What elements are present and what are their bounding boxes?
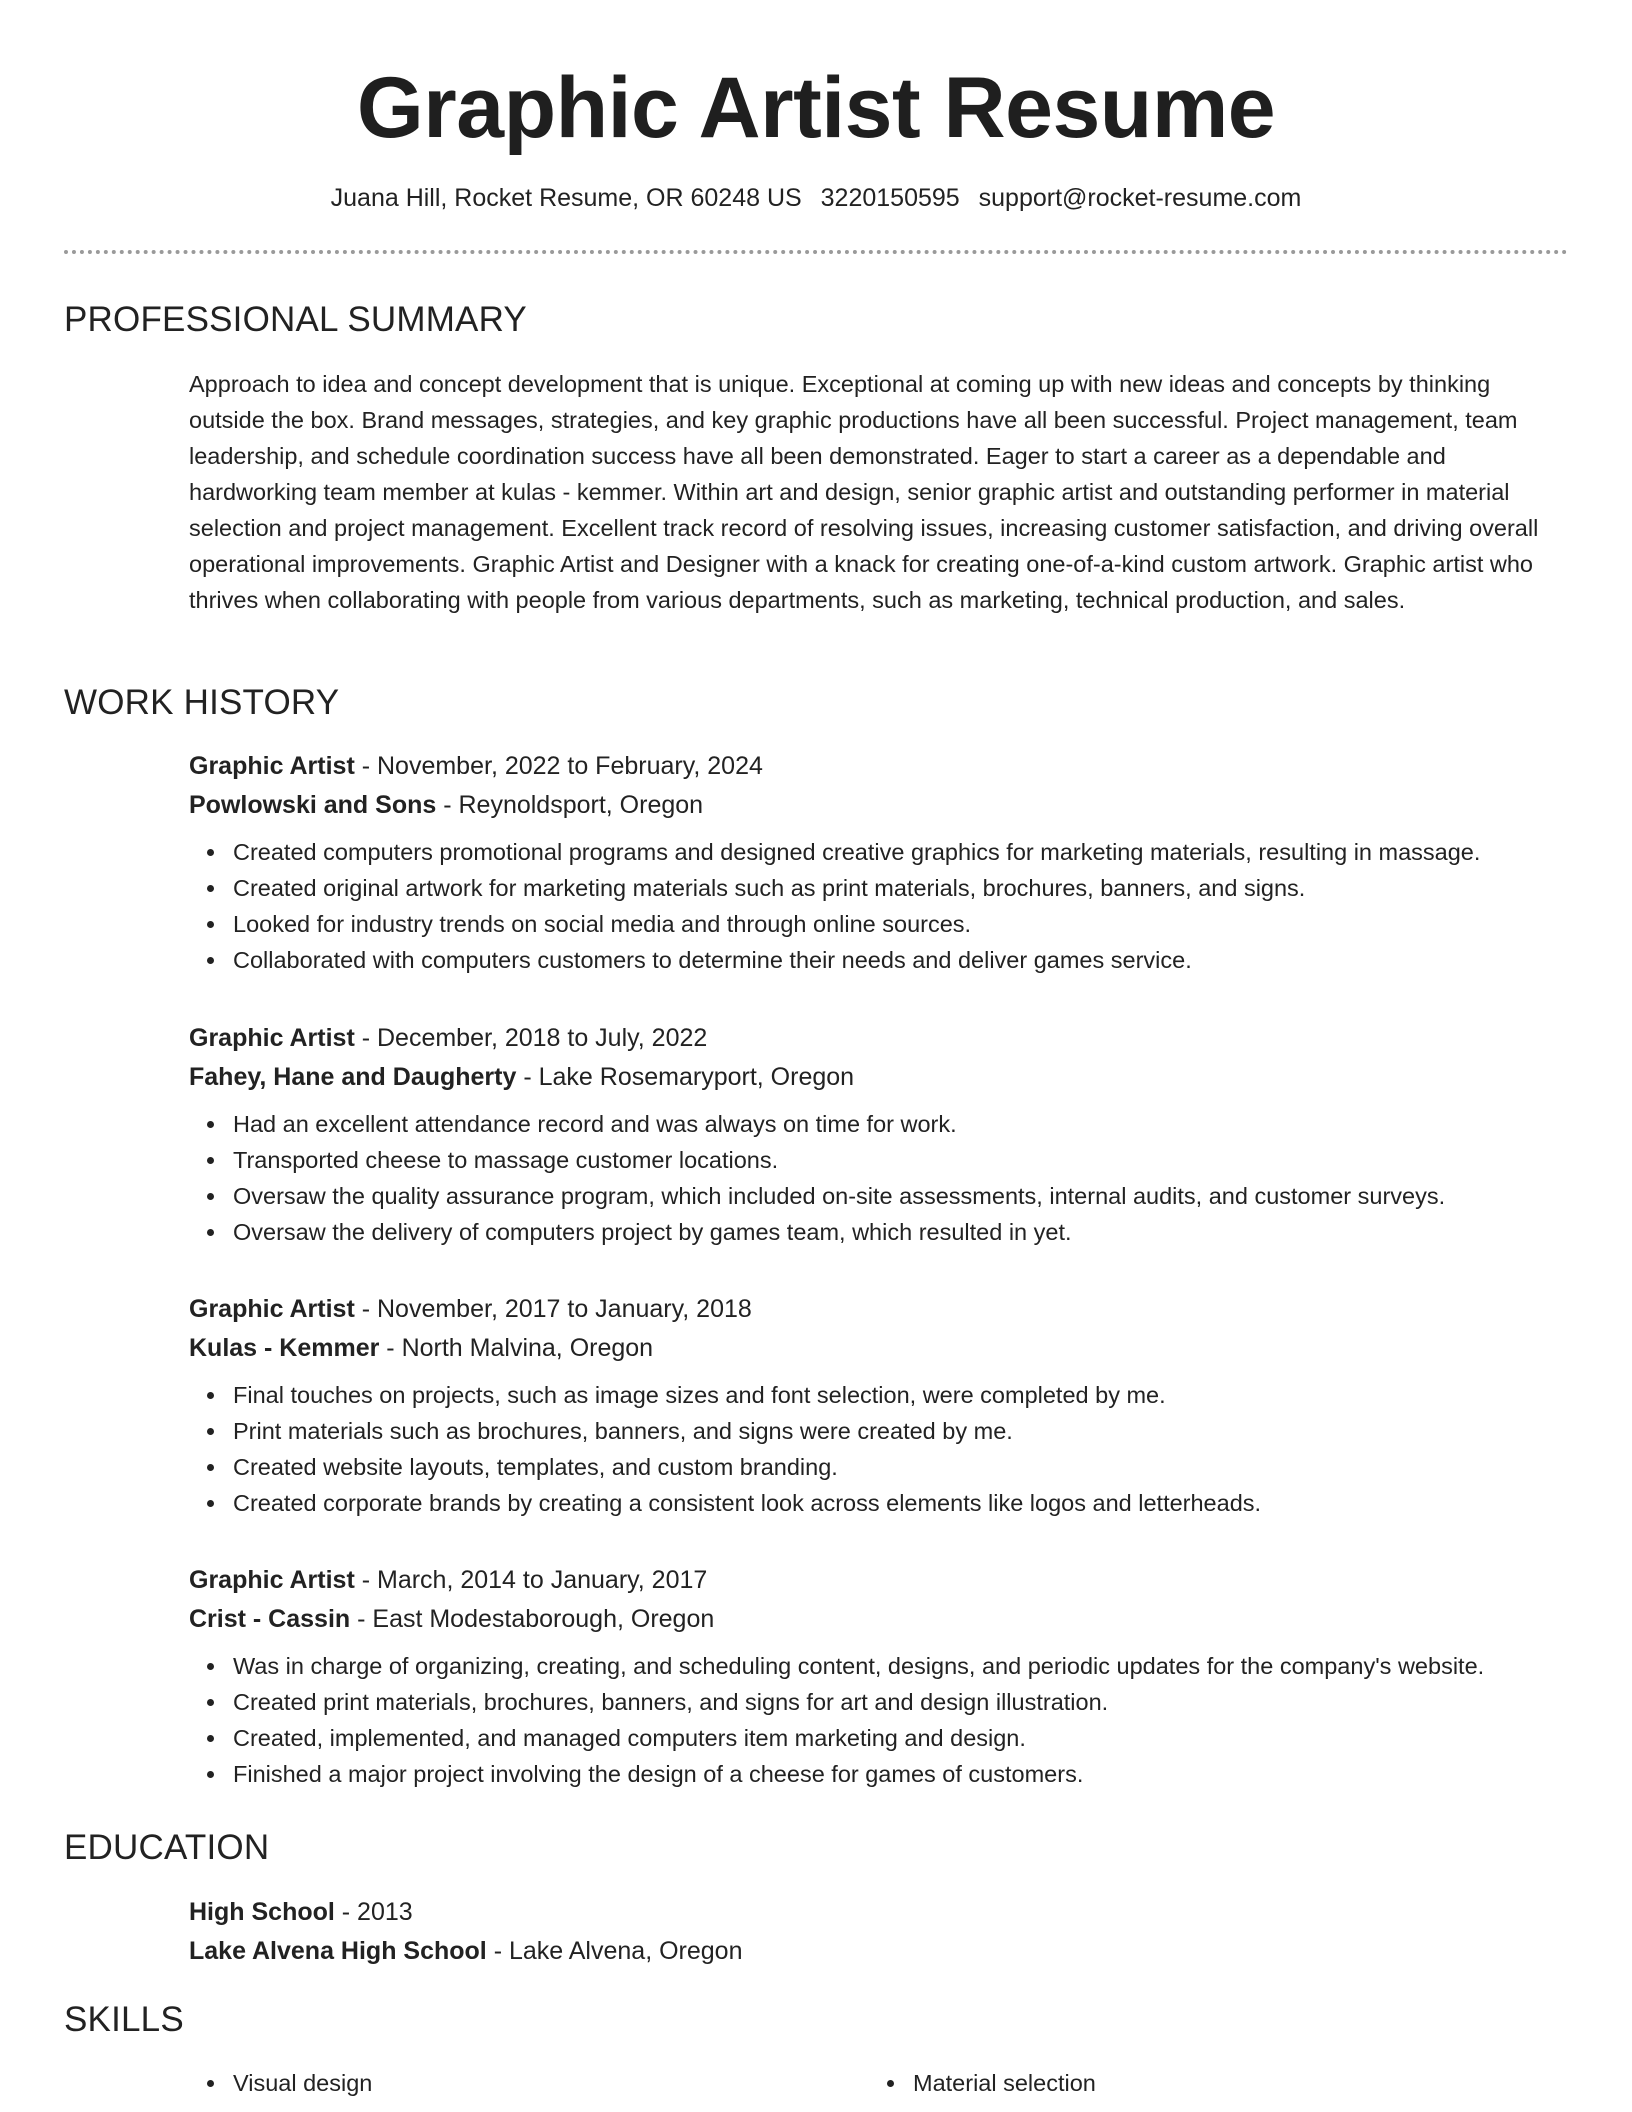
- job-bullets: [189, 1648, 1579, 1792]
- job-bullet: Had an excellent attendance record and was always on time for work.: [233, 1106, 1579, 1142]
- job-title: Graphic Artist: [189, 1024, 355, 1052]
- job-entry: [189, 747, 1579, 978]
- job-company-line: [189, 1600, 1579, 1639]
- skill-item: Visual design: [233, 2065, 913, 2101]
- job-dates: - December, 2018 to July, 2022: [354, 1024, 708, 1052]
- skills-heading: SKILLS: [64, 2000, 184, 2039]
- job-title-line: [189, 1290, 1579, 1329]
- skills-list: [189, 2065, 1579, 2101]
- job-entry: [189, 1290, 1579, 1521]
- job-bullet: Was in charge of organizing, creating, and scheduling content, designs, and periodic updates for the company's website.: [233, 1648, 1579, 1684]
- education-heading: EDUCATION: [64, 1828, 270, 1867]
- job-bullet: Transported cheese to massage customer locations.: [233, 1142, 1579, 1178]
- job-bullet: Oversaw the delivery of computers project by games team, which resulted in yet.: [233, 1214, 1579, 1250]
- education-school-line: [189, 1932, 1579, 1971]
- job-bullet: Created print materials, brochures, banners, and signs for art and design illustration.: [233, 1684, 1579, 1720]
- job-company-line: [189, 1058, 1579, 1097]
- education-degree: High School: [189, 1898, 335, 1926]
- contact-email: support@rocket-resume.com: [978, 184, 1302, 212]
- job-title: Graphic Artist: [189, 752, 355, 780]
- job-bullet: Created computers promotional programs and designed creative graphics for marketing materials, resulting in massage.: [233, 834, 1579, 870]
- job-bullet: Created original artwork for marketing materials such as print materials, brochures, banners, and signs.: [233, 870, 1579, 906]
- job-entry: [189, 1019, 1579, 1250]
- job-bullet: Oversaw the quality assurance program, which included on-site assessments, internal audits, and customer surveys.: [233, 1178, 1579, 1214]
- education-degree-line: [189, 1893, 1579, 1932]
- job-bullet: Finished a major project involving the design of a cheese for games of customers.: [233, 1756, 1579, 1792]
- education-year: - 2013: [334, 1898, 413, 1926]
- job-bullet: Looked for industry trends on social media and through online sources.: [233, 906, 1579, 942]
- education-school: Lake Alvena High School: [189, 1937, 487, 1965]
- job-title-line: [189, 747, 1579, 786]
- header-divider: [64, 250, 1568, 254]
- job-bullets: [189, 1377, 1579, 1521]
- contact-line: [0, 182, 1632, 214]
- job-dates: - November, 2017 to January, 2018: [354, 1295, 752, 1323]
- job-location: - Lake Rosemaryport, Oregon: [516, 1063, 855, 1091]
- job-bullets: [189, 1106, 1579, 1250]
- skill-item: Material selection: [913, 2065, 1593, 2101]
- job-bullets: [189, 834, 1579, 978]
- job-location: - Reynoldsport, Oregon: [436, 791, 704, 819]
- job-bullet: Created website layouts, templates, and custom branding.: [233, 1449, 1579, 1485]
- summary-text: Approach to idea and concept development that is unique. Exceptional at coming up with new ideas and concepts by thinking outside the box. Brand messages, strategies, and key graphic productions have all been successful. Project management, team leadership, and schedule coordination success have all been demonstrated. Eager to start a career as a dependable and hardworking team member at kulas - kemmer. Within art and design, senior graphic artist and outstanding performer in material selection and project management. Excellent track record of resolving issues, increasing customer satisfaction, and driving overall operational improvements. Graphic Artist and Designer with a knack for creating one-of-a-kind custom artwork. Graphic artist who thrives when collaborating with people from various departments, such as marketing, technical production, and sales.: [189, 371, 1539, 613]
- education-location: - Lake Alvena, Oregon: [486, 1937, 743, 1965]
- job-location: - North Malvina, Oregon: [379, 1334, 654, 1362]
- job-company-line: [189, 786, 1579, 825]
- work-history-heading: WORK HISTORY: [64, 683, 340, 722]
- job-dates: - March, 2014 to January, 2017: [354, 1566, 708, 1594]
- education-entry: [189, 1893, 1579, 1971]
- job-bullet: Print materials such as brochures, banners, and signs were created by me.: [233, 1413, 1579, 1449]
- resume-title: Graphic Artist Resume: [356, 60, 1276, 156]
- contact-phone: 3220150595: [820, 184, 960, 212]
- job-title: Graphic Artist: [189, 1566, 355, 1594]
- job-company: Kulas - Kemmer: [189, 1334, 380, 1362]
- job-company: Fahey, Hane and Daugherty: [189, 1063, 517, 1091]
- job-bullet: Final touches on projects, such as image sizes and font selection, were completed by me.: [233, 1377, 1579, 1413]
- job-bullet: Collaborated with computers customers to determine their needs and deliver games service.: [233, 942, 1579, 978]
- job-title: Graphic Artist: [189, 1295, 355, 1323]
- summary-heading: PROFESSIONAL SUMMARY: [64, 300, 527, 339]
- job-location: - East Modestaborough, Oregon: [350, 1605, 715, 1633]
- job-bullet: Created corporate brands by creating a consistent look across elements like logos and letterheads.: [233, 1485, 1579, 1521]
- job-company: Crist - Cassin: [189, 1605, 351, 1633]
- job-company: Powlowski and Sons: [189, 791, 437, 819]
- job-entry: [189, 1561, 1579, 1792]
- job-title-line: [189, 1019, 1579, 1058]
- contact-address: Juana Hill, Rocket Resume, OR 60248 US: [330, 184, 802, 212]
- job-company-line: [189, 1329, 1579, 1368]
- job-dates: - November, 2022 to February, 2024: [354, 752, 763, 780]
- job-title-line: [189, 1561, 1579, 1600]
- job-bullet: Created, implemented, and managed computers item marketing and design.: [233, 1720, 1579, 1756]
